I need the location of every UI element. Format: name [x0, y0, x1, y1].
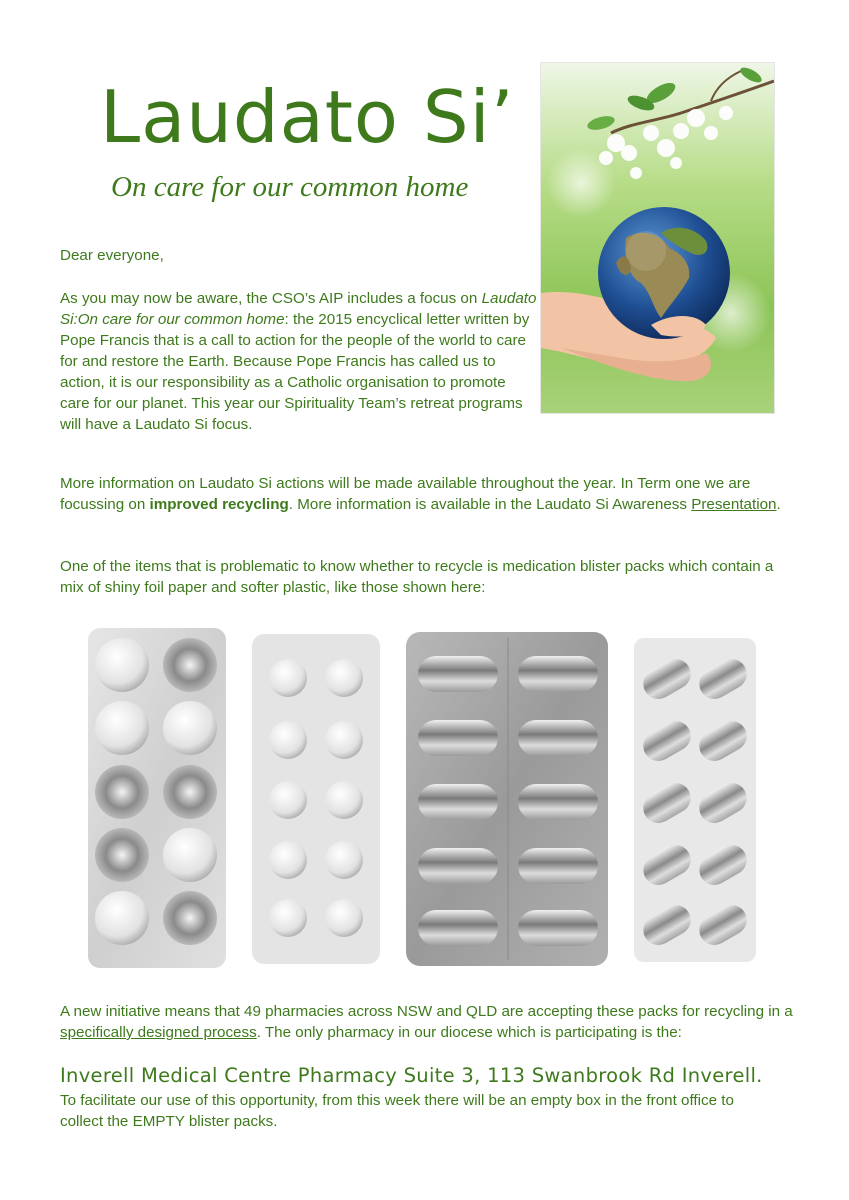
page-title: Laudato Si’ [100, 75, 515, 159]
improved-recycling-emphasis: improved recycling [149, 496, 289, 513]
pharmacy-address: Inverell Medical Centre Pharmacy Suite 3, 113 Swanbrook Rd Inverell. [60, 1064, 763, 1087]
info-text-3: . [776, 496, 781, 513]
intro-text-2: : the 2015 encyclical letter written by Pope Francis that is a call to action for the people of the world to care for and restore the Earth. Because Pope Francis has called us to action, it is our responsibility as a Catholic organisation to promote care for our planet. This year our Spirituality Team’s retreat programs will have a Laudato Si focus. [60, 311, 530, 433]
blister-packs-illustration [80, 620, 770, 976]
earth-in-hands-illustration [541, 63, 774, 413]
initiative-text-2: . The only pharmacy in our diocese which is participating is the: [256, 1024, 682, 1041]
designed-process-link[interactable]: specifically designed process [60, 1024, 257, 1041]
facilitate-paragraph: To facilitate our use of this opportunity, from this week there will be an empty box in the front office to collect the EMPTY blister packs. [60, 1092, 734, 1130]
intro-paragraph [60, 288, 538, 435]
blister-packs-image [80, 620, 770, 976]
info-text-2: . More information is available in the Laudato Si Awareness [288, 496, 692, 513]
earth-in-hands-image [540, 62, 775, 414]
blister-paragraph: One of the items that is problematic to know whether to recycle is medication blister packs which contain a mix of shiny foil paper and softer plastic, like those shown here: [60, 558, 774, 596]
page-subtitle: On care for our common home [111, 171, 469, 203]
encyclical-title: Laudato Si:On care for our common home [60, 290, 537, 328]
initiative-paragraph [60, 1001, 795, 1043]
greeting: Dear everyone, [60, 247, 164, 264]
intro-text-1: As you may now be aware, the CSO’s AIP includes a focus on [60, 290, 478, 307]
presentation-link[interactable]: Presentation [691, 496, 777, 513]
info-text-1: More information on Laudato Si actions will be made available throughout the year. In Term one we are focussing on [60, 475, 751, 513]
info-paragraph [60, 473, 795, 515]
initiative-text-1: A new initiative means that 49 pharmacies across NSW and QLD are accepting these packs for recycling in a [60, 1003, 793, 1020]
